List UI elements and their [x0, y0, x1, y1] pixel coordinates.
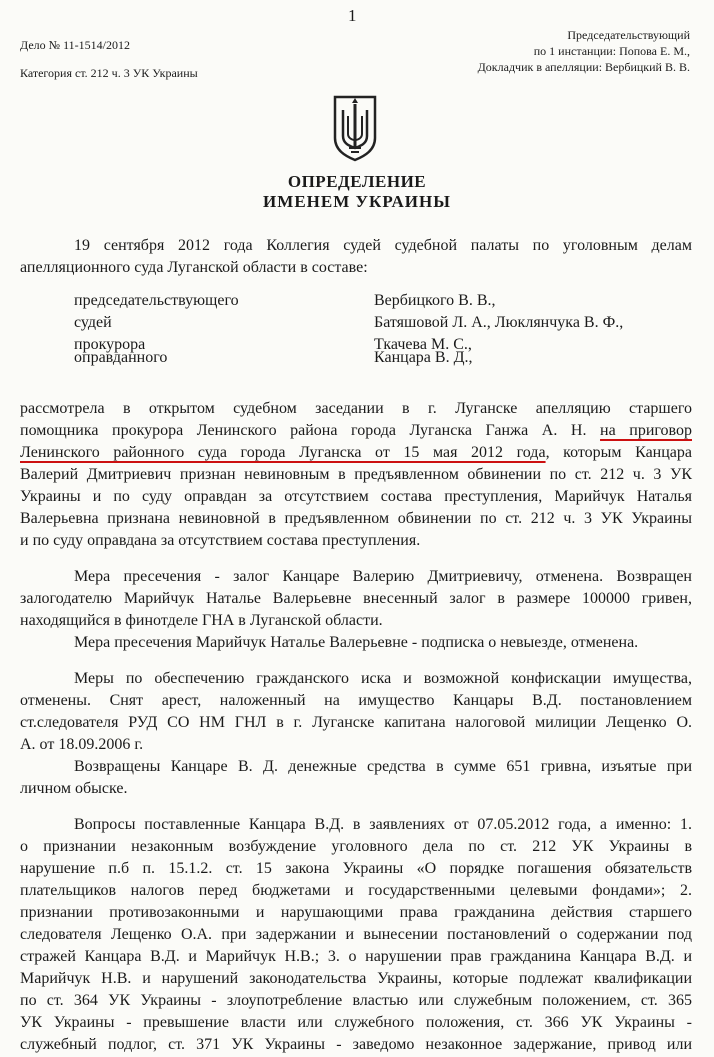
- composition-role: оправданного: [74, 349, 168, 366]
- paragraph-line: следователя Лещенко О.А. при задержании и вынесении постановлений о содержании под: [20, 926, 692, 943]
- coat-of-arms-icon: [332, 94, 378, 167]
- paragraph-line: А. от 18.09.2006 г.: [20, 736, 144, 753]
- paragraph-line: УК Украины - превышение власти или служебного положения, ст. 366 УК Украины -: [20, 1014, 692, 1031]
- composition-name: Ткачева М. С.,: [374, 336, 472, 353]
- paragraph-line: помощника прокурора Ленинского района города Луганска Ганжа А. Н. на приговор: [20, 422, 692, 439]
- appeal-reporter: Докладчик в апелляции: Вербицкий В. В.: [477, 60, 690, 74]
- paragraph-line: Мера пресечения Марийчук Наталье Валерьевне - подписка о невыезде, отменена.: [74, 634, 639, 651]
- case-number: Дело № 11-1514/2012: [20, 38, 130, 52]
- highlighted-text: на приговор: [600, 422, 692, 439]
- composition-name: Батяшовой Л. А., Люклянчука В. Ф.,: [374, 314, 624, 331]
- composition-role: судей: [74, 314, 112, 331]
- paragraph-line: личном обыске.: [20, 780, 128, 797]
- paragraph-line: Ленинского районного суда города Луганска от 15 мая 2012 года, которым Канцара: [20, 444, 693, 461]
- document-title: ОПРЕДЕЛЕНИЕ: [287, 172, 427, 191]
- paragraph-line: служебный подлог, ст. 371 УК Украины - заведомо незаконное задержание, привод или: [20, 1036, 692, 1053]
- paragraph-line: Вопросы поставленные Канцара В.Д. в заявлениях от 07.05.2012 года, а именно: 1.: [74, 816, 692, 833]
- paragraph-line: Валерьевна признана невиновной в предъявленном обвинении по ст. 212 ч. 3 УК Украины: [20, 510, 692, 527]
- paragraph-line: плательщиков налогов перед бюджетами и государственными целевыми фондами»; 2.: [20, 882, 692, 899]
- case-category: Категория ст. 212 ч. 3 УК Украины: [20, 66, 198, 80]
- paragraph-line: находящийся в финотделе ГНА в Луганской области.: [20, 612, 383, 629]
- composition-role: председательствующего: [74, 292, 239, 309]
- paragraph-line: о признании незаконным возбуждение уголовного дела по ст. 212 УК Украины в: [20, 838, 692, 855]
- composition-role: прокурора: [74, 336, 146, 353]
- page-number: 1: [348, 6, 357, 25]
- intro-line: апелляционного суда Луганской области в составе:: [20, 259, 368, 276]
- composition-name: Вербицкого В. В.,: [374, 292, 496, 309]
- presiding-judge-label: Председательствующий: [567, 28, 690, 42]
- paragraph-line: Возвращены Канцаре В. Д. денежные средства в сумме 651 гривна, изъятые при: [74, 758, 692, 775]
- paragraph-line: рассмотрела в открытом судебном заседании в г. Луганске апелляцию старшего: [20, 400, 692, 417]
- paragraph-line: залогодателю Марийчук Наталье Валерьевне внесенный залог в размере 100000 гривен,: [20, 590, 692, 607]
- paragraph-line: и по суду оправдана за отсутствием состава преступления.: [20, 532, 421, 549]
- document-subtitle: ИМЕНЕМ УКРАИНЫ: [263, 192, 451, 211]
- first-instance-judge: по 1 инстанции: Попова Е. М.,: [533, 44, 690, 58]
- paragraph-line: нарушение п.б п. 15.1.2. ст. 15 закона Украины «О порядке погашения обязательств: [20, 860, 692, 877]
- paragraph-line: Мера пресечения - залог Канцаре Валерию Дмитриевичу, отменена. Возвращен: [74, 568, 692, 585]
- composition-name: Канцара В. Д.,: [374, 349, 473, 366]
- paragraph-line: стражей Канцара В.Д. и Марийчук Н.В.; 3. о нарушении прав гражданина Канцара В.Д. и: [20, 948, 692, 965]
- paragraph-line: по ст. 364 УК Украины - злоупотребление властью или служебным положением, ст. 365: [20, 992, 692, 1009]
- paragraph-line: ст.следователя РУД СО НМ ГНЛ в г. Луганске капитана налоговой милиции Лещенко О.: [20, 714, 692, 731]
- paragraph-line: Украины и по суду оправдан за отсутствием состава преступления, Марийчук Наталья: [20, 488, 692, 505]
- paragraph-line: Валерий Дмитриевич признан невиновным в предъявленном обвинении по ст. 212 ч. 3 УК: [20, 466, 692, 483]
- highlighted-text: Ленинского районного суда города Луганска от 15 мая 2012 года: [20, 444, 546, 461]
- paragraph-line: признании противозаконными и нарушающими права гражданина действия старшего: [20, 904, 692, 921]
- paragraph-line: отменены. Снят арест, наложенный на имущество Канцары В.Д. постановлением: [20, 692, 692, 709]
- paragraph-line: Меры по обеспечению гражданского иска и возможной конфискации имущества,: [74, 670, 692, 687]
- paragraph-line: Марийчук Н.В. и нарушений законодательства Украины, которые подлежат квалификации: [20, 970, 692, 987]
- intro-line: 19 сентября 2012 года Коллегия судей судебной палаты по уголовным делам: [74, 237, 692, 254]
